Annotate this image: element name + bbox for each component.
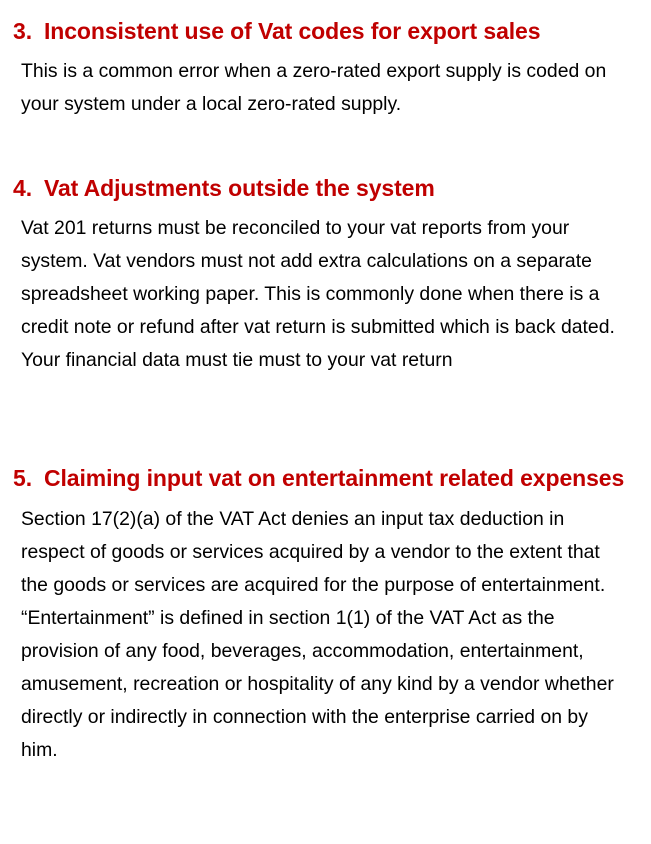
section-body: Vat 201 returns must be reconciled to your vat reports from your system. Vat vendors must not add extra calculations on a separate spreadsheet working paper. This is commonly done when there is a credit note or refund after vat return is submitted which is back dated. Your financial data must tie must to your vat return	[21, 217, 615, 371]
section-number: 5.	[13, 465, 32, 491]
section-body: Section 17(2)(a) of the VAT Act denies an input tax deduction in respect of goods or services acquired by a vendor to the extent that the goods or services are acquired for the purpose of entertainment. “Entertainment” is defined in section 1(1) of the VAT Act as the provision of any food, beverages, accommodation, entertainment, amusement, recreation or hospitality of any kind by a vendor whether directly or indirectly in connection with the enterprise carried on by him.	[21, 508, 614, 761]
section-title: Vat Adjustments outside the system	[44, 175, 435, 201]
section-5	[0, 459, 651, 767]
section-number: 3.	[13, 18, 32, 44]
section-number: 4.	[13, 175, 32, 201]
section-4	[0, 169, 651, 377]
section-body: This is a common error when a zero-rated export supply is coded on your system under a local zero-rated supply.	[21, 60, 607, 115]
section-heading	[0, 459, 651, 497]
section-title: Claiming input vat on entertainment related expenses	[44, 465, 625, 491]
section-title: Inconsistent use of Vat codes for export sales	[44, 18, 541, 44]
section-3	[0, 12, 651, 121]
section-heading	[0, 12, 651, 50]
section-heading	[0, 169, 651, 207]
